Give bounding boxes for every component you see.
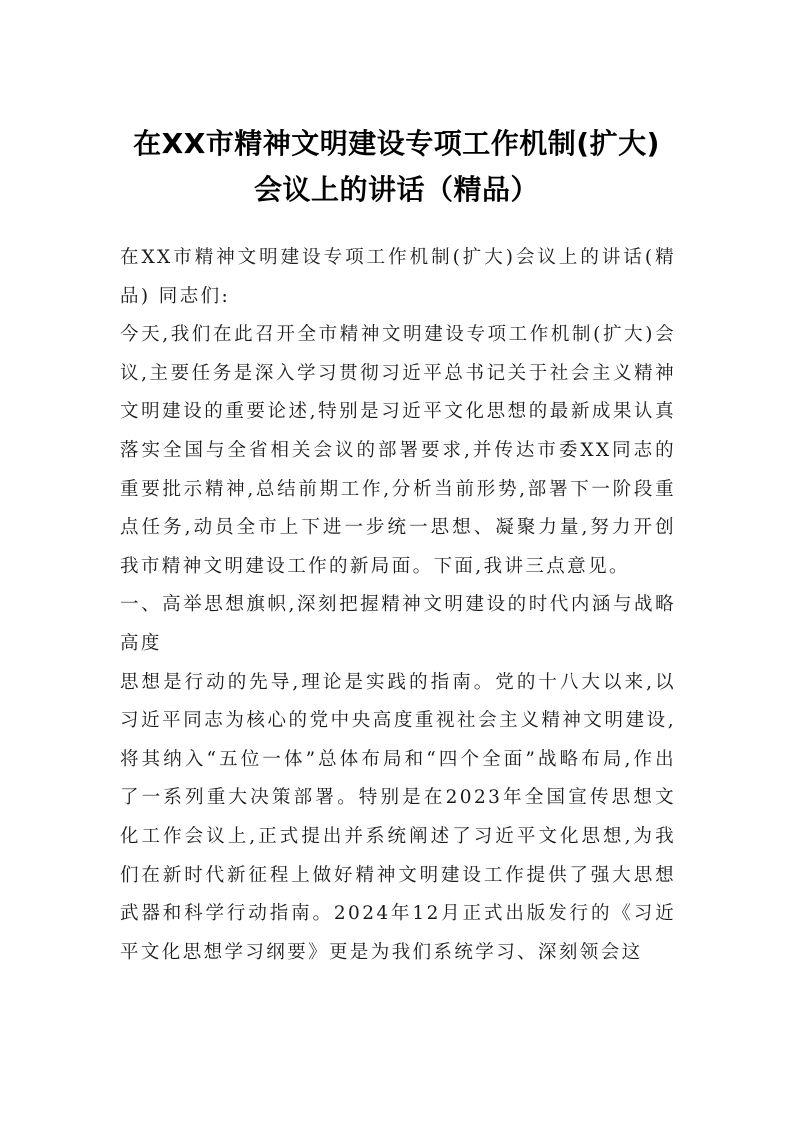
paragraph-introduction: 今天,我们在此召开全市精神文明建设专项工作机制(扩大)会议,主要任务是深入学习贯彻习近平总书记关于社会主义精神文明建设的重要论述,特别是习近平文化思想的最新成果认真落实全国与全省相关会议的部署要求,并传达市委XX同志的重要批示精神,总结前期工作,分析当前形势,部署下一阶段重点任务,动员全市上下进一步统一思想、凝聚力量,努力开创我市精神文明建设工作的新局面。下面,我讲三点意见。 <box>120 324 676 577</box>
document-body <box>120 239 676 972</box>
paragraph-opening: 在XX市精神文明建设专项工作机制(扩大)会议上的讲话(精品) 同志们: <box>120 247 676 307</box>
paragraph-section-1: 思想是行动的先导,理论是实践的指南。党的十八大以来,以习近平同志为核心的党中央高度重视社会主义精神文明建设,将其纳入“五位一体”总体布局和“四个全面”战略布局,作出了一系列重大决策部署。特别是在2023年全国宣传思想文化工作会议上,正式提出并系统阐述了习近平文化思想,为我们在新时代新征程上做好精神文明建设工作提供了强大思想武器和科学行动指南。2024年12月正式出版发行的《习近平文化思想学习纲要》更是为我们系统学习、深刻领会这 <box>120 671 676 963</box>
document-title-line-1: 在XX市精神文明建设专项工作机制(扩大) <box>133 127 660 160</box>
section-heading-1: 一、高举思想旗帜,深刻把握精神文明建设的时代内涵与战略高度 <box>120 594 676 654</box>
document-title-line-2: 会议上的讲话（精品） <box>253 173 539 206</box>
